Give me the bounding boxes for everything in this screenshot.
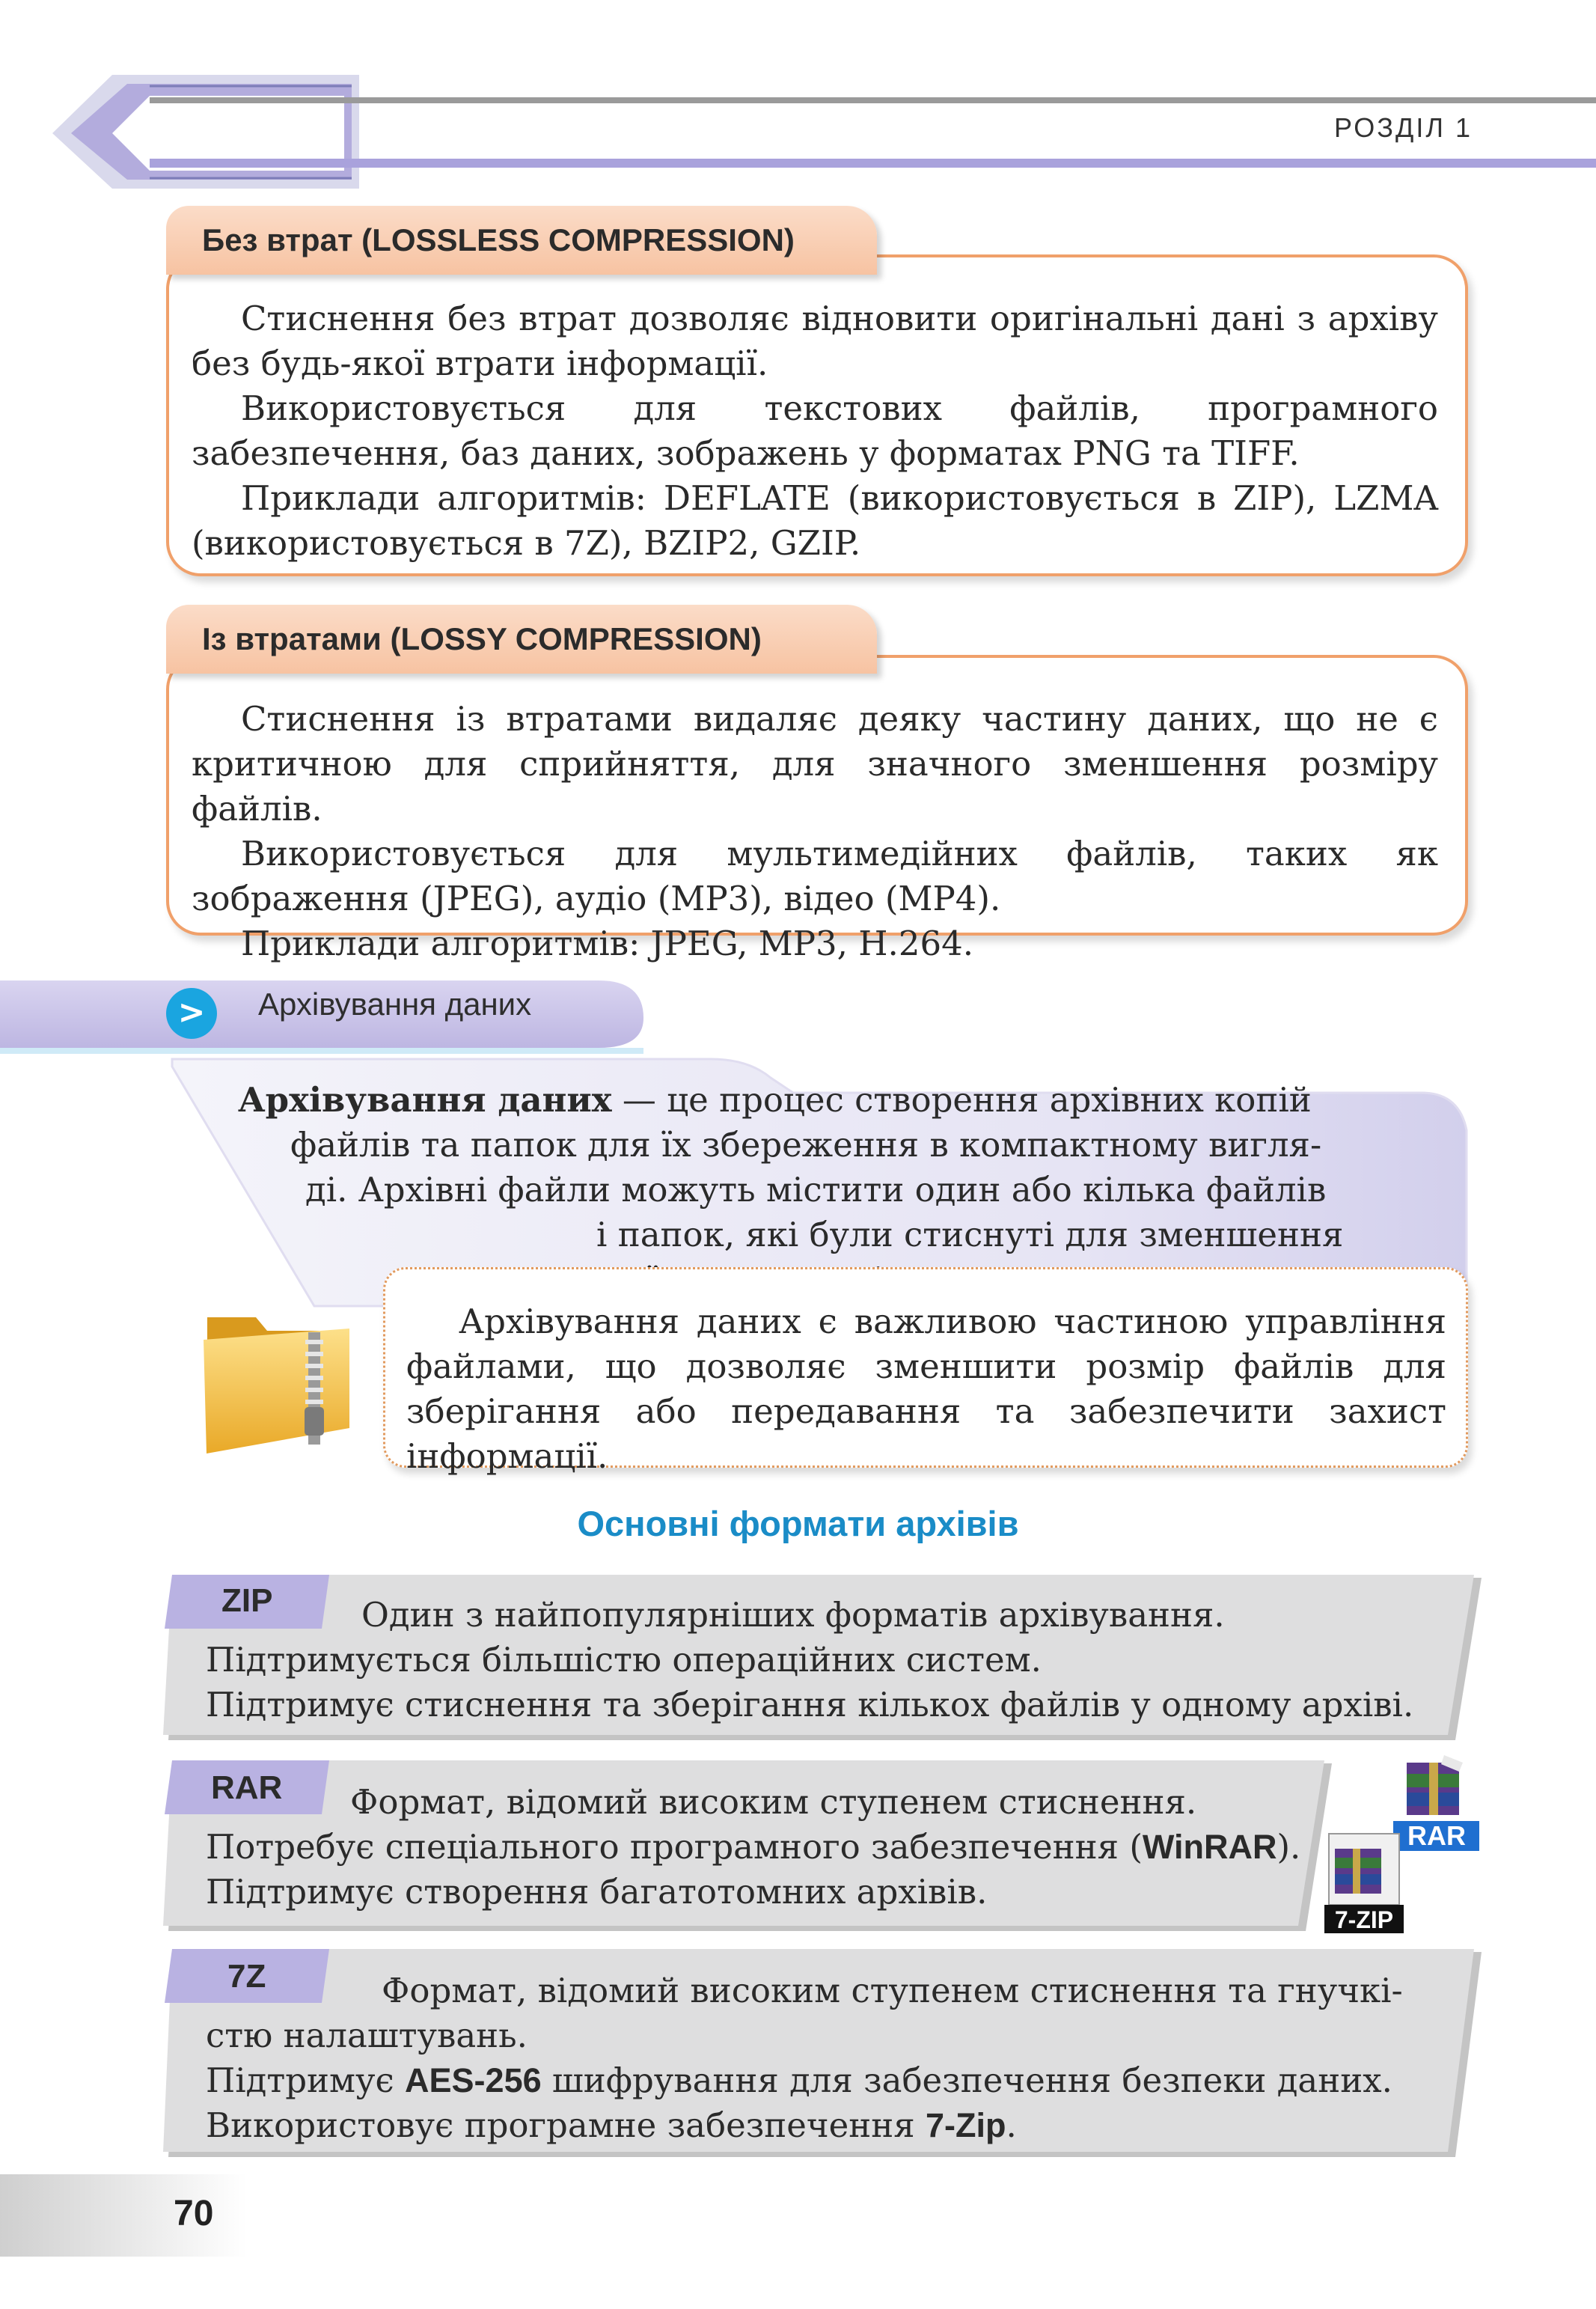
lossless-p3: Приклади алгоритмів: DEFLATE (використовується в ZIP), LZMA (використовується в 7Z), BZIP2, GZIP. <box>192 478 1438 563</box>
rar-line-2-pre: Потребує спеціального програмного забезпечення ( <box>206 1827 1143 1867</box>
definition-line-3: ді. Архівні файли можуть містити один або кілька файлів <box>305 1170 1327 1210</box>
rar-line-2-bold: WinRAR <box>1142 1828 1277 1866</box>
lossy-p2: Використовується для мультимедійних файлів, таких як зображення (JPEG), аудіо (MP3), відео (MP4). <box>192 834 1438 918</box>
rar-line-3: Підтримує створення багатотомних архівів. <box>206 1872 988 1912</box>
7z-line-1: Формат, відомий високим ступенем стиснення та гнучкі- <box>382 1971 1403 2010</box>
7z-line-3-pre: Підтримує <box>206 2061 406 2100</box>
lossless-p2: Використовується для текстових файлів, програмного забезпечення, баз даних, зображень у форматах PNG та TIFF. <box>192 388 1438 473</box>
7z-line-4-pre: Використовує програмне забезпечення <box>206 2105 926 2145</box>
definition-line-2: файлів та папок для їх збереження в компактному вигля- <box>290 1125 1322 1165</box>
note-text: Архівування даних є важливою частиною управління файлами, що дозволяє зменшити розмір файлів для зберігання або передавання та забезпечити захист інформації. <box>406 1302 1446 1476</box>
rar-icon-label: RAR <box>1407 1820 1466 1851</box>
7z-line-3-post: шифрування для забезпечення безпеки даних. <box>541 2061 1392 2100</box>
lossy-p3: Приклади алгоритмів: JPEG, MP3, H.264. <box>241 924 974 963</box>
zip-line-2: Підтримується більшістю операційних систем. <box>206 1640 1042 1680</box>
lossy-title: Із втратами (LOSSY COMPRESSION) <box>166 605 877 674</box>
archiving-heading: Архівування даних <box>258 986 532 1022</box>
7z-line-3-bold: AES-256 <box>405 2061 542 2099</box>
7z-line-4-post: . <box>1006 2105 1017 2145</box>
formats-title: Основні формати архівів <box>577 1504 1019 1543</box>
7z-line-2: стю налаштувань. <box>206 2016 528 2055</box>
winrar-icon <box>1392 1755 1482 1852</box>
zip-line-1: Один з найпопулярніших форматів архівування. <box>361 1595 1225 1635</box>
7z-line-3 <box>206 2058 1392 2103</box>
definition-line-4: і папок, які були стиснуті для зменшення <box>596 1215 1344 1254</box>
lossless-p1: Стиснення без втрат дозволяє відновити оригінальні дані з архіву без будь-якої втрати інформації. <box>192 299 1438 383</box>
lossy-p1: Стиснення із втратами видаляє деяку частину даних, що не є критичною для сприйняття, для значного зменшення розміру файлів. <box>192 699 1438 829</box>
lossless-title: Без втрат (LOSSLESS COMPRESSION) <box>166 206 877 275</box>
zip-folder-icon <box>196 1295 357 1456</box>
lossy-box <box>166 655 1468 963</box>
7z-line-4-bold: 7-Zip <box>925 2106 1006 2144</box>
rar-tag: RAR <box>211 1769 283 1806</box>
rar-line-2 <box>206 1825 1300 1870</box>
7zip-icon-label: 7-ZIP <box>1334 1906 1394 1933</box>
note-box <box>383 1267 1468 1476</box>
chevron-right-icon: > <box>166 988 217 1039</box>
lossless-box <box>166 254 1468 576</box>
7zip-icon <box>1323 1826 1405 1935</box>
7z-line-4 <box>206 2103 1017 2148</box>
7z-tag: 7Z <box>227 1958 266 1995</box>
page-number: 70 <box>174 2194 214 2233</box>
rar-line-2-post: ). <box>1277 1827 1301 1867</box>
header-decoration <box>0 0 1596 195</box>
zip-line-3: Підтримує стиснення та зберігання кількох файлів у одному архіві. <box>206 1685 1414 1724</box>
zip-tag: ZIP <box>221 1582 273 1619</box>
definition-line-1 <box>238 1078 1312 1123</box>
rar-line-1: Формат, відомий високим ступенем стиснення. <box>350 1782 1197 1822</box>
definition-term: Архівування даних <box>238 1080 612 1120</box>
definition-text-1: — це процес створення архівних копій <box>611 1080 1312 1120</box>
section-label: РОЗДІЛ 1 <box>1334 112 1473 143</box>
